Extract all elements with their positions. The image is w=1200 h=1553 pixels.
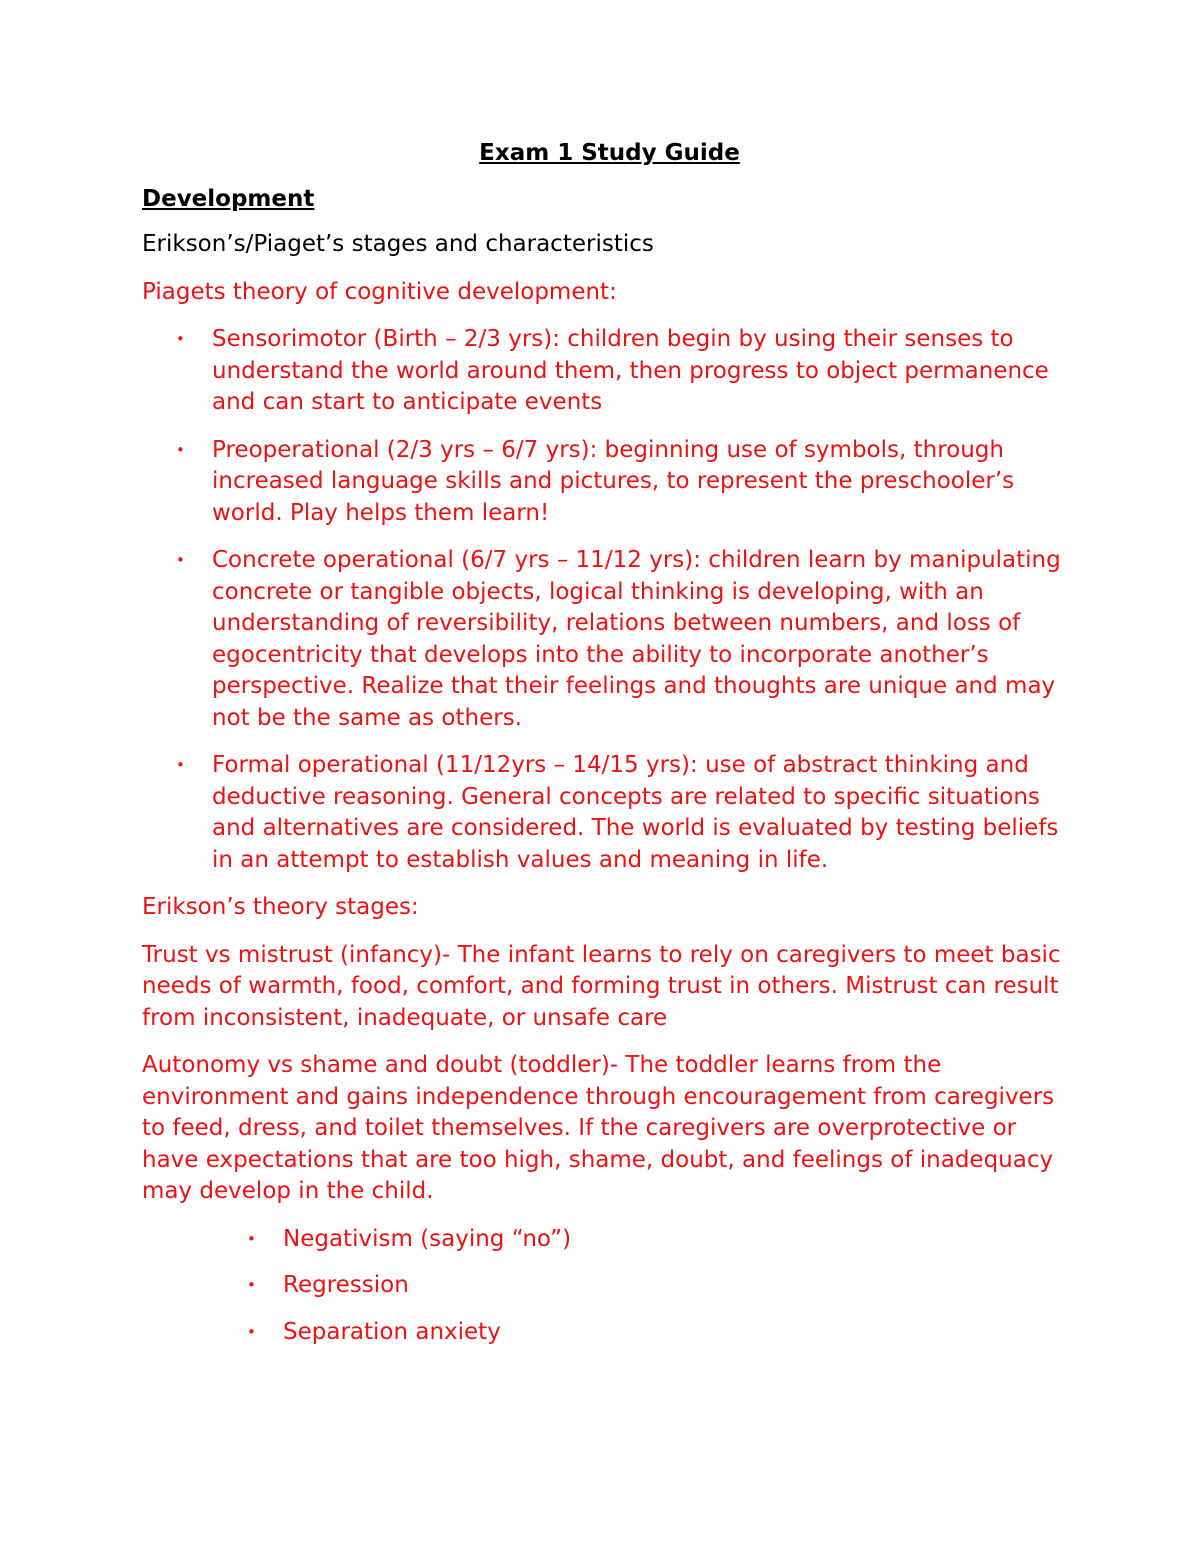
bullet-icon: • (176, 330, 185, 348)
intro-line: Erikson’s/Piaget’s stages and characteristics (142, 231, 654, 257)
piaget-stage-list (142, 324, 1077, 876)
list-item-text: Concrete operational (6/7 yrs – 11/12 yrs): children learn by manipulating concrete or tangible objects, logical thinking is developing, with an understanding of reversibility, relations between numbers, and loss of egocentricity that develops into the ability to incorporate another’s perspective. Realize that their feelings and thoughts are unique and may not be the same as others. (212, 547, 1061, 731)
list-item-sensorimotor (142, 324, 1077, 419)
bullet-icon: • (176, 551, 185, 569)
list-item-text: Regression (283, 1272, 409, 1298)
bullet-icon: • (176, 440, 185, 459)
bullet-icon: • (247, 1322, 256, 1341)
bullet-icon: • (247, 1276, 256, 1294)
list-item-text: Separation anxiety (283, 1318, 501, 1345)
list-item-negativism (142, 1224, 1077, 1256)
list-item-text: Preoperational (2/3 yrs – 6/7 yrs): beginning use of symbols, through increased language skills and pictures, to represent the preschooler’s world. Play helps them learn! (212, 436, 1015, 526)
list-item-formal-operational (142, 750, 1077, 876)
bullet-icon: • (247, 1229, 256, 1248)
list-item-text: Sensorimotor (Birth – 2/3 yrs): children begin by using their senses to understand the world around them, then progress to object permanence and can start to anticipate events (212, 326, 1049, 415)
list-item-text: Formal operational (11/12yrs – 14/15 yrs): use of abstract thinking and deductive reasoning. General concepts are related to specific situations and alternatives are considered. The world is evaluated by testing beliefs in an attempt to establish values and meaning in life. (212, 752, 1059, 873)
autonomy-vs-shame-paragraph: Autonomy vs shame and doubt (toddler)- The toddler learns from the environment and gains independence through encouragement from caregivers to feed, dress, and toilet themselves. If the caregivers are overprotective or have expectations that are too high, shame, doubt, and feelings of inadequacy may develop in the child. (142, 1052, 1055, 1204)
section-heading-development: Development (142, 185, 315, 212)
list-item-regression (142, 1270, 1077, 1302)
erikson-heading: Erikson’s theory stages: (142, 894, 419, 920)
list-item-text: Negativism (saying “no”) (283, 1225, 572, 1252)
piaget-heading: Piagets theory of cognitive development: (142, 278, 617, 305)
toddler-behavior-list (142, 1224, 1077, 1349)
list-item-preoperational (142, 435, 1077, 530)
list-item-separation-anxiety (142, 1317, 1077, 1349)
document-title: Exam 1 Study Guide (479, 140, 740, 166)
trust-vs-mistrust-paragraph: Trust vs mistrust (infancy)- The infant learns to rely on caregivers to meet basic needs of warmth, food, comfort, and forming trust in others. Mistrust can result from inconsistent, inadequate, or unsafe care (142, 941, 1061, 1031)
bullet-icon: • (176, 756, 185, 774)
list-item-concrete-operational (142, 545, 1077, 734)
document-content (142, 138, 1077, 1364)
